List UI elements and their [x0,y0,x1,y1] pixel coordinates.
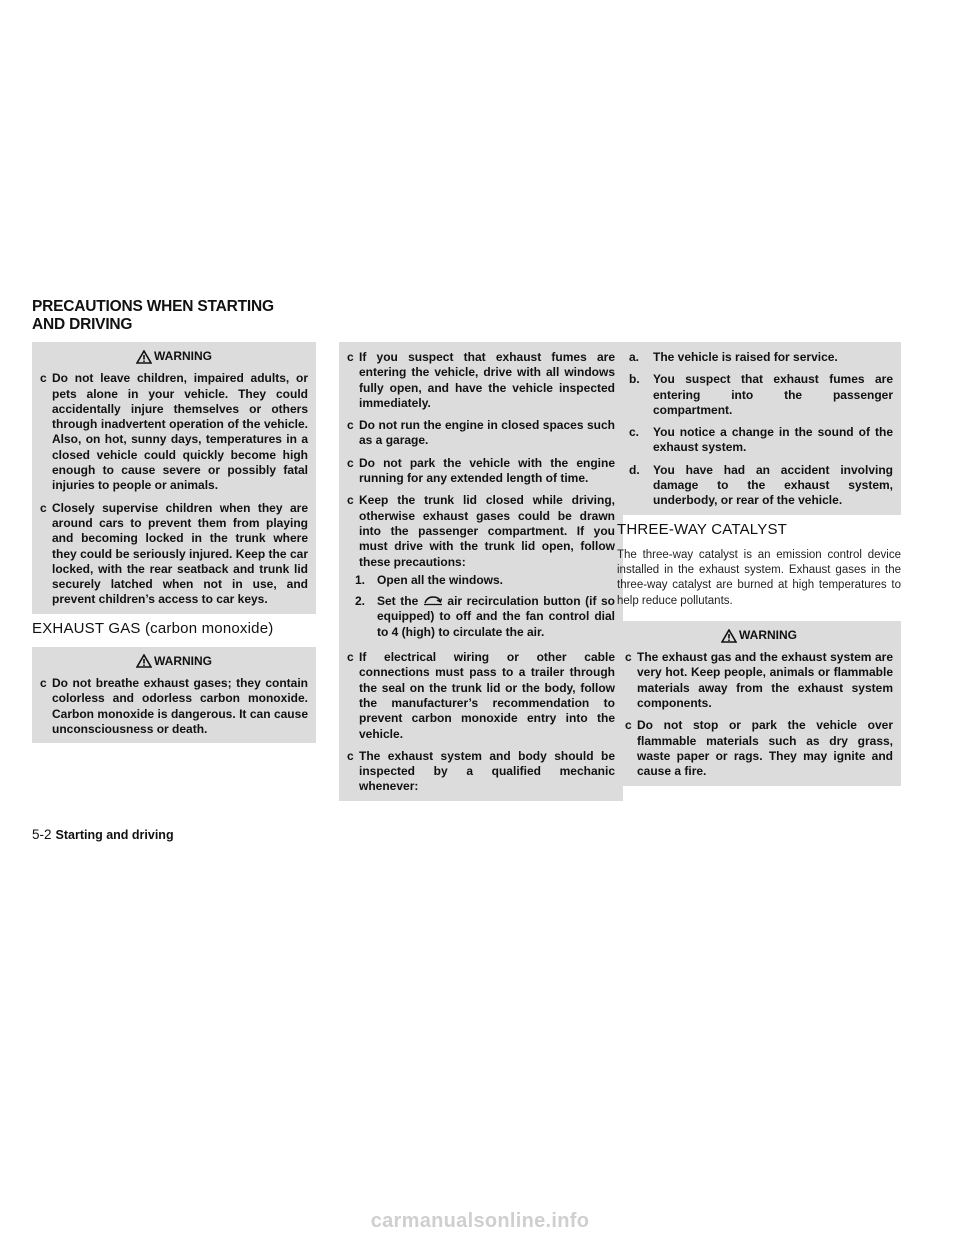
bullet-c-marker: c [625,718,632,733]
warning-item-text: Do not breathe exhaust gases; they contain colorless and odorless carbon monoxide. Carbon monoxide is dangerous. It can cause unconsciousness or death. [52,676,308,736]
condition-item [629,425,893,456]
catalyst-paragraph: The three-way catalyst is an emission control device installed in the exhaust system. Exhaust gases in the three-way catalyst are burned at high temperatures to help reduce pollutants. [617,548,901,607]
warning-item-text: If you suspect that exhaust fumes are entering the vehicle, drive with all windows fully open, and have the vehicle inspected immediately. [359,350,615,410]
step-text: Open all the windows. [377,572,504,587]
warning-item-text: The exhaust system and body should be inspected by a qualified mechanic whenever: [359,748,615,794]
warning-header [625,625,893,650]
air-recirculation-icon [423,595,443,606]
warning-item [347,418,615,449]
condition-text: You suspect that exhaust fumes are entering into the passenger compartment. [653,372,893,417]
warning-triangle-icon [721,629,737,643]
section-title-line-1: PRECAUTIONS WHEN STARTING [32,298,274,315]
warning-label: WARNING [154,349,212,363]
warning-item-text: Do not stop or park the vehicle over flammable materials such as dry grass, waste paper or rags. They may ignite and cause a fire. [637,718,893,779]
warning-header [40,651,308,676]
warning-item [625,650,893,711]
bullet-c-marker: c [40,500,47,515]
section-title-line-2: AND DRIVING [32,316,133,333]
warning-box-catalyst [617,621,901,786]
bullet-c-marker: c [347,418,354,433]
warning-box-continued [339,342,623,801]
step-text-post: air recirculation button (if so equipped) to off and the fan control dial to 4 (high) to circulate the air. [377,594,616,639]
bullet-c-marker: c [347,748,354,763]
warning-box-children [32,342,316,614]
exhaust-gas-heading: EXHAUST GAS (carbon monoxide) [32,619,274,637]
warning-triangle-icon [136,350,152,364]
column-3 [617,342,901,786]
step-number: 1. [355,572,366,587]
warning-item [40,371,308,493]
condition-item [629,350,893,365]
step-text-pre: Set the [377,594,419,609]
bullet-c-marker: c [625,650,632,665]
warning-item [347,650,615,742]
condition-text: You have had an accident involving damage to the exhaust system, underbody, or rear of the vehicle. [653,462,893,508]
warning-item-text: Do not leave children, impaired adults, or pets alone in your vehicle. They could accidentally injure themselves or others through inadvertent operation of the vehicle. Also, on hot, sunny days, temperatures in a closed vehicle could quickly become high enough to cause severe or possibly fatal injuries to people or animals. [52,371,308,493]
watermark: carmanualsonline.info [370,1210,590,1232]
warning-item [625,718,893,779]
column-1 [32,342,316,743]
warning-item-text: Keep the trunk lid closed while driving, otherwise exhaust gases could be drawn into the passenger compartment. If you must drive with the trunk lid open, follow these precautions: [359,493,615,569]
step-item [355,573,615,588]
column-2 [339,342,623,801]
step-number: 2. [355,594,366,609]
warning-header [40,346,308,371]
page-footer [32,827,174,842]
condition-item [629,463,893,509]
step-item [355,594,615,640]
warning-item-text: Do not run the engine in closed spaces such as a garage. [359,418,615,448]
condition-letter: c. [629,425,640,440]
condition-letter: d. [629,462,640,477]
warning-item-text: Closely supervise children when they are around cars to prevent them from playing and becoming locked in the trunk where they could be seriously injured. Keep the car locked, with the rear seatback and trunk lid securely latched when not in use, and prevent children’s access to car keys. [52,500,308,607]
bullet-c-marker: c [347,455,354,470]
page-number: 5-2 [32,827,52,842]
warning-item [347,749,615,795]
bullet-c-marker: c [347,350,354,364]
warning-item [40,676,308,737]
step-text [377,594,615,640]
bullet-c-marker: c [347,650,354,665]
warning-box-conditions [617,342,901,515]
bullet-c-marker: c [347,493,354,508]
condition-letter: a. [629,350,640,364]
warning-label: WARNING [739,627,797,642]
warning-item [40,501,308,608]
condition-text: You notice a change in the sound of the exhaust system. [653,425,893,455]
bullet-c-marker: c [40,371,47,386]
section-title [32,298,432,334]
warning-item [347,350,615,411]
warning-item-text: Do not park the vehicle with the engine running for any extended length of time. [359,455,615,486]
warning-item-text: The exhaust gas and the exhaust system are very hot. Keep people, animals or flammable materials away from the exhaust system components. [637,650,893,711]
warning-label: WARNING [154,653,212,668]
condition-text: The vehicle is raised for service. [653,350,838,364]
warning-item [347,456,615,487]
three-way-catalyst-heading: THREE-WAY CATALYST [617,520,788,538]
chapter-label: Starting and driving [55,828,174,842]
warning-item [347,493,615,643]
bullet-c-marker: c [40,676,47,691]
warning-box-exhaust [32,647,316,743]
condition-item [629,372,893,418]
warning-item-text: If electrical wiring or other cable connections must pass to a trailer through the seal on the trunk lid or the body, follow the manufacturer’s recommendation to prevent carbon monoxide entry into the vehicle. [359,650,615,741]
condition-letter: b. [629,372,640,387]
warning-triangle-icon [136,654,152,668]
